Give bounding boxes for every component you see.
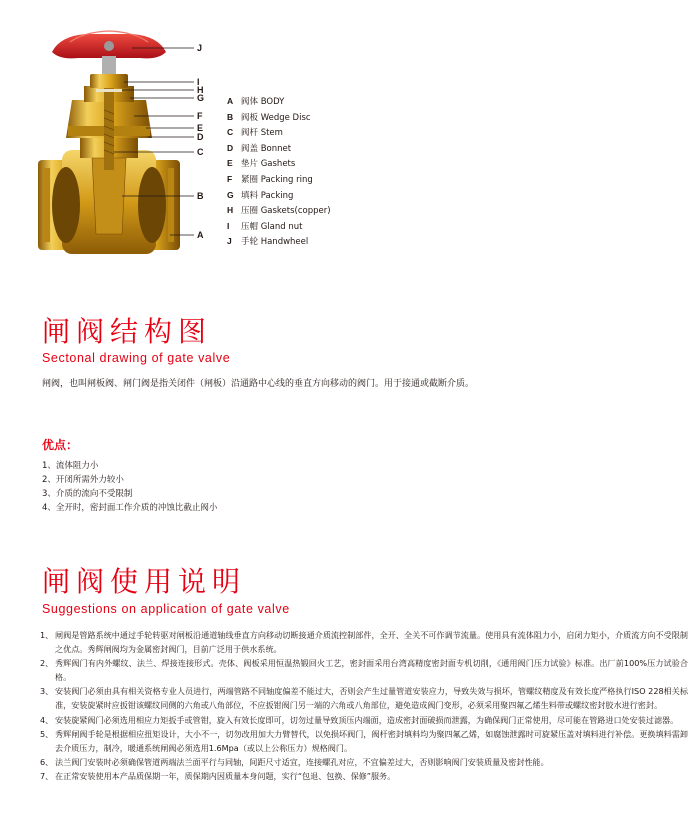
legend-item	[227, 110, 427, 126]
list-item: 1、流体阻力小	[42, 461, 99, 471]
list-text: 秀辉阀门有内外螺纹、法兰、焊接连接形式。壳体、阀板采用恒温热锻回火工艺，密封面采用台湾高精度密封面专机切削，《通用阀门压力试验》标准。出厂前100%压力试验合格。	[55, 658, 688, 683]
list-item	[28, 656, 688, 684]
legend-item	[227, 219, 427, 235]
legend-item	[227, 141, 427, 157]
legend-key: H	[227, 205, 234, 216]
list-item	[28, 755, 688, 769]
list-item: 4、全开时，密封面工作介质的冲蚀比截止阀小	[42, 503, 218, 513]
legend-item	[227, 188, 427, 204]
callout-d: D	[197, 132, 204, 142]
legend-label: 阀板 Wedge Disc	[241, 112, 311, 123]
parts-legend	[227, 94, 427, 250]
legend-key: A	[227, 96, 234, 106]
legend-item	[227, 94, 427, 110]
list-item	[28, 769, 688, 783]
legend-label: 紧圈 Packing ring	[241, 174, 313, 185]
list-item	[28, 727, 688, 755]
advantages-list	[42, 459, 217, 515]
list-number: 6、	[40, 756, 54, 767]
legend-item	[227, 156, 427, 172]
legend-item	[227, 125, 427, 141]
usage-title: 闸阀使用说明	[42, 565, 247, 598]
legend-key: J	[227, 236, 232, 247]
callout-c: C	[197, 147, 204, 157]
callout-j: J	[197, 43, 203, 53]
legend-label: 填料 Packing	[241, 190, 294, 201]
list-item: 2、开闭所需外力较小	[42, 475, 124, 485]
advantages-title: 优点：	[42, 438, 79, 452]
callout-b: B	[197, 191, 204, 201]
legend-item	[227, 234, 427, 250]
list-number: 1、	[40, 630, 54, 640]
callout-e: E	[197, 123, 204, 133]
legend-item	[227, 203, 427, 219]
legend-key: D	[227, 142, 234, 153]
legend-key: B	[227, 111, 234, 122]
list-item	[28, 713, 688, 727]
list-number: 3、	[40, 686, 54, 697]
list-text: 法兰阀门安装时必须确保管道两端法兰面平行与同轴，间距尺寸适宜，连接螺孔对应，不宜偏差过大，否则影响阀门安装质量及密封性能。	[55, 756, 549, 767]
callout-f: F	[197, 111, 203, 121]
list-number: 4、	[40, 714, 54, 725]
structure-subtitle: Sectonal drawing of gate valve	[42, 351, 231, 365]
list-text: 秀辉闸阀手轮是根据相应扭矩设计，大小不一，切勿改用加大力臂替代，以免损坏阀门，阀杆密封填料均为聚四氟乙烯，如腐蚀泄露时可旋紧压盖对填料进行补偿。更换填料需卸去介质压力，制冷，暖通系统闸阀必须选用1.6Mpa（或以上公称压力）规格阀门。	[55, 728, 688, 753]
legend-key: F	[227, 173, 233, 184]
legend-label: 阀杆 Stem	[241, 128, 283, 139]
usage-list	[28, 628, 688, 783]
list-number: 5、	[40, 728, 54, 739]
list-text: 安装阀门必须由具有相关资格专业人员进行，两端管路不同轴度偏差不能过大，否则会产生过量管道安装应力，导致失效与损坏，管螺纹精度及有效长度严格执行ISO 228相关标准，安装旋紧时应扳钳该螺纹同侧的六角或八角部位，不应扳钳阀门另一端的六角或八角部位，避免造成阀门变形，必须采用聚四氟乙烯生料带或螺纹密封胶水进行密封。	[55, 686, 688, 711]
legend-label: 阀体 BODY	[241, 97, 285, 107]
legend-label: 压圈 Gaskets(copper)	[241, 206, 331, 217]
callout-i: I	[197, 77, 200, 87]
legend-item	[227, 172, 427, 188]
list-text: 安装旋紧阀门必须选用相应力矩扳手或管钳，旋入有效长度即可，切勿过量导致顶压内端面，造成密封面破损而泄露，为确保阀门正常使用，尽可能在管路进口处安装过滤器。	[55, 714, 679, 725]
callout-g: G	[197, 93, 205, 103]
list-number: 7、	[40, 770, 54, 781]
legend-key: C	[227, 127, 234, 138]
callout-h: H	[197, 85, 204, 95]
legend-key: G	[227, 189, 234, 200]
legend-label: 阀盖 Bonnet	[241, 143, 292, 154]
callout-a: A	[197, 230, 204, 240]
legend-label: 压帽 Gland nut	[241, 221, 303, 232]
list-item	[28, 684, 688, 712]
legend-key: E	[227, 158, 233, 169]
list-item	[28, 628, 688, 656]
legend-label: 垫片 Gashets	[241, 159, 296, 170]
legend-key: I	[227, 220, 230, 231]
legend-label: 手轮 Handwheel	[241, 237, 309, 248]
usage-subtitle: Suggestions on application of gate valve	[42, 602, 290, 616]
list-number: 2、	[40, 658, 54, 669]
structure-title: 闸阀结构图	[42, 315, 213, 348]
list-text: 闸阀是管路系统中通过手轮转驱对闸板沿通道轴线垂直方向移动切断接通介质流控制部件，全开、全关不可作调节流量。使用具有流体阻力小，启闭力矩小，介质流方向不受限制之优点。秀辉闸阀均为金属密封阀门，目前广泛用于供水系统。	[55, 630, 688, 655]
list-item: 3、介质的流向不受限制	[42, 489, 133, 499]
list-text: 在正常安装使用本产品质保期一年，质保期内因质量本身问题，实行“包退、包换、保修”服务。	[55, 770, 396, 781]
structure-intro: 闸阀，也叫闸板阀、闸门阀是指关闭件（闸板）沿通路中心线的垂直方向移动的阀门。用于接通或截断介质。	[42, 379, 475, 389]
